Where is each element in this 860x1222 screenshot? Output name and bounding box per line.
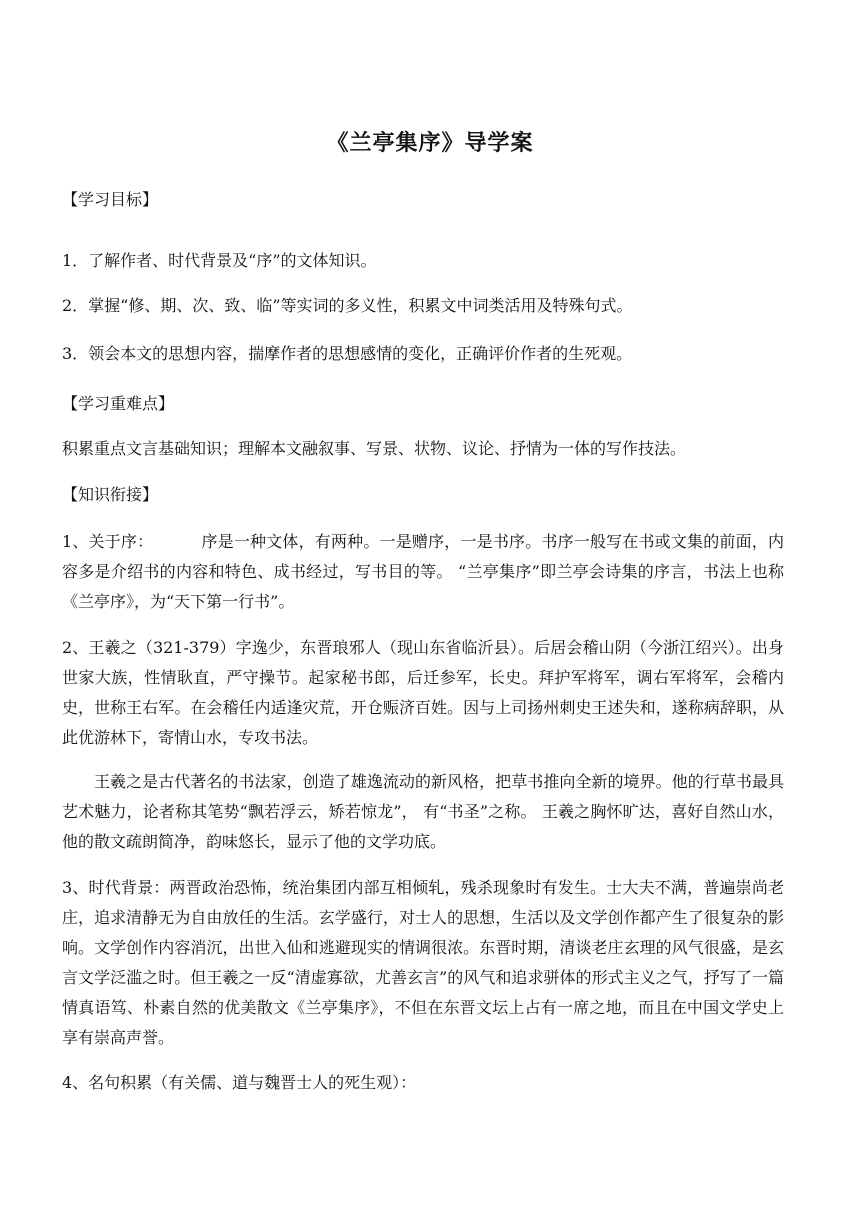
goals-heading: 【学习目标】 [62,190,159,209]
item-1-text: 序是一种文体，有两种。一是赠序，一是书序。书序一般写在书或文集的前面，内容多是介绍书的内容和特色、成书经过，写书目的等。 “兰亭集序”即兰亭会诗集的序言，书法上也称《兰亭序》，为“天下第一行书”。 [62,532,784,611]
goal-item-3: 3．领会本文的思想内容，揣摩作者的思想感情的变化，正确评价作者的生死观。 [62,344,633,363]
knowledge-link-heading: 【知识衔接】 [62,485,159,504]
key-points-heading: 【学习重难点】 [62,394,175,413]
item-1-label: 1、关于序： [62,532,154,551]
goal-item-2: 2．掌握“修、期、次、致、临”等实词的多义性，积累文中词类活用及特殊句式。 [62,296,633,315]
item-3-paragraph: 3、时代背景：两晋政治恐怖，统治集团内部互相倾轧，残杀现象时有发生。士大夫不满，普遍崇尚老庄，追求清静无为自由放任的生活。玄学盛行，对士人的思想，生活以及文学创作都产生了很复杂的影响。文学创作内容消沉，出世入仙和逃避现实的情调很浓。东晋时期，清谈老庄玄理的风气很盛，是玄言文学泛滥之时。但王羲之一反“清虚寡欲，尤善玄言”的风气和追求骈体的形式主义之气，抒写了一篇情真语笃、朴素自然的优美散文《兰亭集序》，不但在东晋文坛上占有一席之地，而且在中国文学史上享有崇高声誉。 [62,878,784,1047]
item-1-paragraph [62,527,784,617]
item-4-heading: 4、名句积累（有关儒、道与魏晋士人的死生观）： [62,1073,417,1092]
key-points-text: 积累重点文言基础知识；理解本文融叙事、写景、状物、议论、抒情为一体的写作技法。 [62,439,687,458]
item-2-paragraph: 2、王羲之（321-379）字逸少，东晋琅邪人（现山东省临沂县）。后居会稽山阴（今浙江绍兴）。出身世家大族，性情耿直，严守操节。起家秘书郎，后迁参军，长史。拜护军将军，调右军将军，会稽内史，世称王右军。在会稽任内适逢灾荒，开仓赈济百姓。因与上司扬州刺史王述失和，遂称病辞职，从此优游林下，寄情山水，专攻书法。 [62,638,784,747]
item-2-second-paragraph: 王羲之是古代著名的书法家，创造了雄逸流动的新风格，把草书推向全新的境界。他的行草书最具艺术魅力，论者称其笔势“飘若浮云，矫若惊龙”， 有“书圣”之称。 王羲之胸怀旷达，喜好自然山水，他的散文疏朗简净，韵味悠长，显示了他的文学功底。 [62,772,784,851]
document-title: 《兰亭集序》导学案 [326,131,534,156]
goal-item-1: 1．了解作者、时代背景及“序”的文体知识。 [62,251,377,270]
